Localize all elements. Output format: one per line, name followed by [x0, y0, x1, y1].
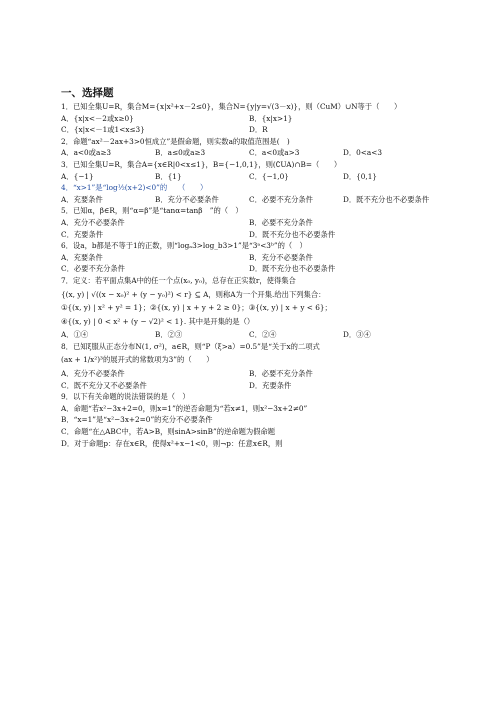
question-8	[61, 341, 437, 391]
option-b: B．{1}	[155, 171, 182, 181]
question-2	[61, 136, 437, 159]
option-d: D．R	[249, 125, 268, 135]
option-d: D．对于命题p：存在x∈R，使得x²+x−1<0，则¬p：任意x∈R，则	[61, 438, 283, 448]
option-b: B．必要不充分条件	[249, 369, 313, 379]
option-c: C．既不充分又不必要条件	[61, 380, 147, 390]
question-items: ①{(x, y) | x² + y² = 1}；②{(x, y) | x + y + 2 ≥ 0}；③{(x, y) | x + y < 6}；	[61, 303, 332, 313]
questions	[61, 101, 437, 449]
question-1	[61, 101, 437, 136]
option-a: A．{−1}	[61, 171, 94, 181]
option-a: A．a<0或a≥3	[61, 148, 112, 158]
option-a: A．充要条件	[61, 194, 103, 204]
option-d: D．③④	[343, 330, 371, 340]
option-b: B．充分不必要条件	[155, 194, 219, 204]
option-d: D．既不充分也不必要条件	[343, 194, 430, 204]
option-a: A．{x|x<－2或x≥0}	[61, 113, 134, 123]
option-b: B．a≤0或a≥3	[155, 148, 206, 158]
question-formula: {(x, y) | √((x − x₀)² + (y − y₀)²) < r} ⊆ A，则称A为一个开集.给出下列集合：	[61, 289, 326, 299]
option-a: A．充要条件	[61, 252, 103, 262]
question-items-2: ④{(x, y) | 0 < x² + (y − √2)² < 1}. 其中是开集的是（）	[61, 316, 255, 326]
option-c: C．{x|x<－1或1<x≤3}	[61, 125, 145, 135]
question-6	[61, 240, 437, 275]
question-formula: (ax + 1/x²)³的展开式的常数项为3”的（ ）	[61, 355, 214, 365]
option-b: B．②③	[155, 330, 183, 340]
question-stem: 9．以下有关命题的说法错误的是（ ）	[61, 392, 190, 402]
question-5	[61, 205, 437, 240]
option-c: C．命题“在△ABC中，若A>B，则sinA>sinB”的逆命题为假命题	[61, 427, 276, 437]
option-d: D．既不充分也不必要条件	[249, 264, 336, 274]
question-stem: 7．定义：若平面点集A中的任一个点(x₀, y₀)，总存在正实数r，使得集合	[61, 275, 296, 285]
option-c: C．②④	[249, 330, 277, 340]
option-d: D．{0,1}	[343, 171, 378, 181]
option-d: D．既不充分也不必要条件	[249, 229, 336, 239]
option-c: C．{−1,0}	[249, 171, 289, 181]
option-d: D．充要条件	[249, 380, 292, 390]
option-a: A．充分不必要条件	[61, 369, 125, 379]
option-a: A．命题“若x²−3x+2=0，则x=1”的逆否命题为“若x≠1，则x²−3x+2≠0”	[61, 403, 308, 413]
option-a: A．充分不必要条件	[61, 217, 125, 227]
question-9	[61, 391, 437, 449]
option-d: D．0<a<3	[343, 148, 383, 158]
option-b: B．“x=1”是“x²−3x+2=0”的充分不必要条件	[61, 415, 213, 425]
question-stem: 6．设a，b都是不等于1的正数，则“logₐ3>log_b3>1”是“3ᵃ<3ᵇ”的（ ）	[61, 241, 307, 251]
question-stem: 5．已知α，β∈R，则“α=β”是“tanα=tanβ ”的（ ）	[61, 206, 243, 216]
question-stem: 4．“x>1”是“log½(x+2)<0”的 （ ）	[61, 183, 208, 193]
option-c: C．充要条件	[61, 229, 104, 239]
question-4	[61, 182, 437, 205]
option-b: B．必要不充分条件	[249, 217, 313, 227]
question-3	[61, 159, 437, 182]
question-stem: 2．命题“ax²－2ax+3>0恒成立”是假命题，则实数a的取值范围是( )	[61, 136, 290, 146]
option-c: C．a<0或a>3	[249, 148, 300, 158]
question-stem: 8．已知ξ服从正态分布N(1, σ²)，a∈R，则“P（ξ>a）=0.5”是“关于x的二项式	[61, 341, 320, 351]
option-c: C．必要不充分条件	[249, 194, 313, 204]
option-b: B．充分不必要条件	[249, 252, 313, 262]
section-title: 一、选择题	[61, 87, 114, 99]
option-a: A．①④	[61, 330, 89, 340]
question-7	[61, 275, 437, 341]
option-c: C．必要不充分条件	[61, 264, 125, 274]
option-b: B．{x|x>1}	[249, 113, 293, 123]
question-stem: 3．已知全集U=R，集合A={x∈R|0<x≤1}，B={−1,0,1}，则(∁UA)∩B=（ ）	[61, 159, 342, 169]
question-stem: 1．已知全集U=R，集合M={x|x²+x－2≤0}，集合N={y|y=√(3－x)}，则（CuM）∪N等于（ ）	[61, 102, 402, 111]
